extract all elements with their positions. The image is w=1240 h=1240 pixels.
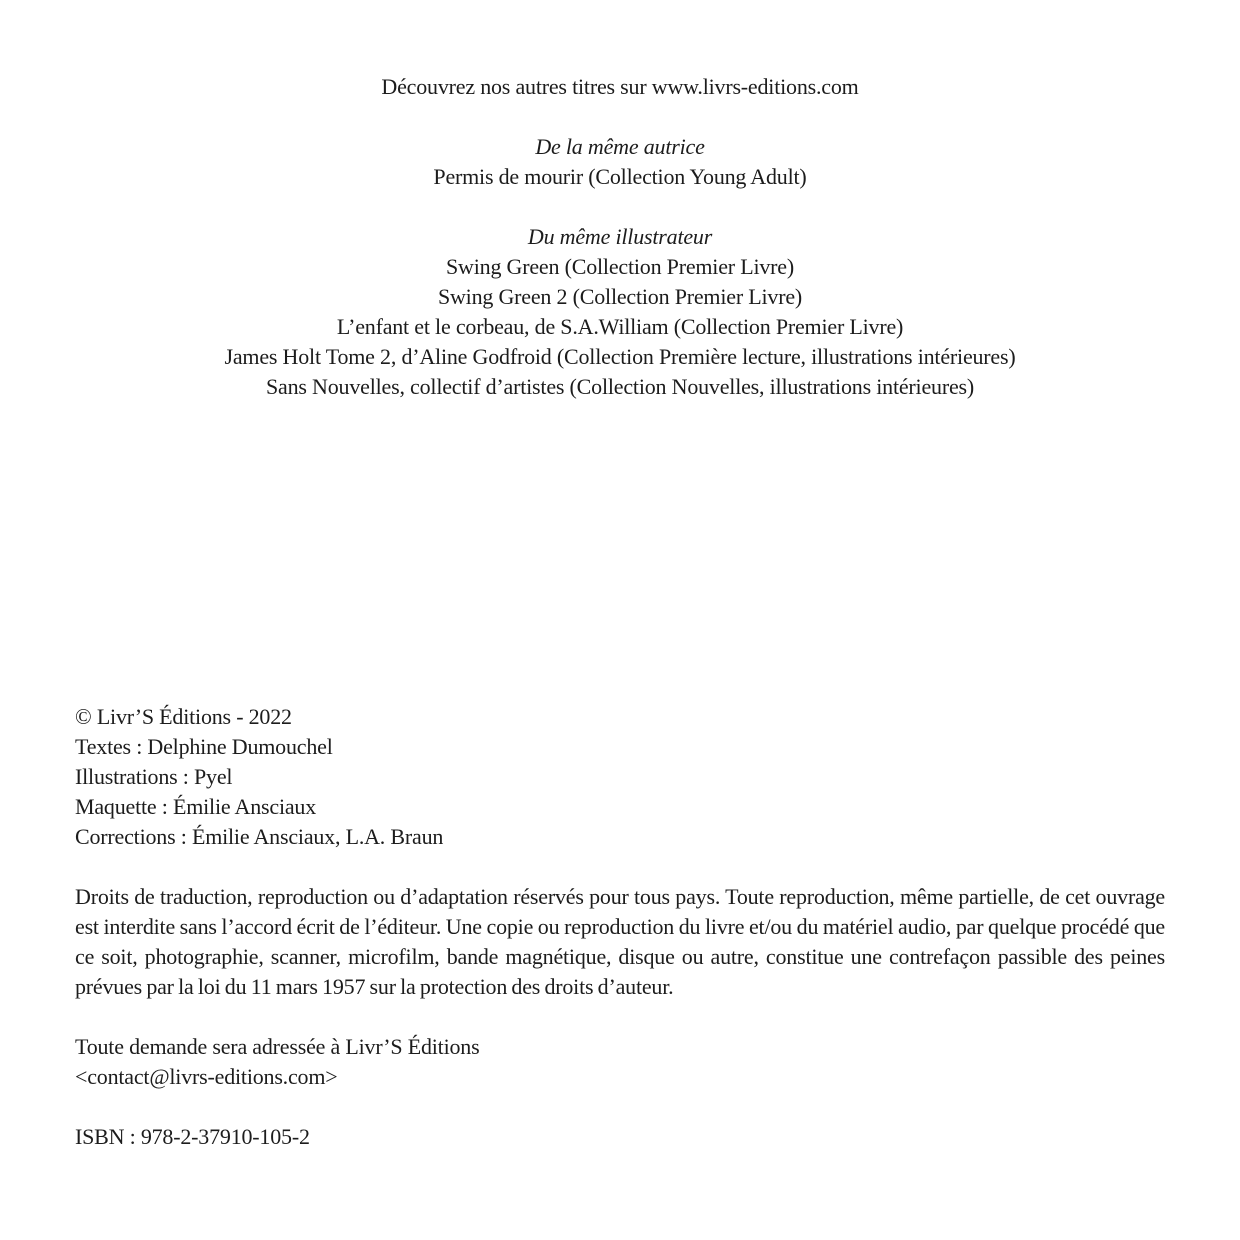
contact-section — [75, 1032, 1165, 1092]
credit-line-illustrations: Illustrations : Pyel — [75, 764, 233, 789]
illustrator-title: Swing Green (Collection Premier Livre) — [446, 254, 794, 279]
contact-request-line: Toute demande sera adressée à Livr’S Éditions — [75, 1034, 480, 1059]
credit-line-maquette: Maquette : Émilie Ansciaux — [75, 794, 317, 819]
isbn-line: ISBN : 978-2-37910-105-2 — [75, 1124, 310, 1149]
illustrator-title: Swing Green 2 (Collection Premier Livre) — [437, 284, 803, 309]
same-author-title: Permis de mourir (Collection Young Adult) — [433, 164, 807, 189]
legal-notice: Droits de traduction, reproduction ou d’adaptation réservés pour tous pays. Toute reproduction, même partielle, de cet ouvrage est interdite sans l’accord écrit de l’éditeur. Une copie ou reproduction du livre et/ou du matériel audio, par quelque procédé que ce soit, photographie, scanner, microfilm, bande magnétique, disque ou autre, constitue une contrefaçon passible des peines prévues par la loi du 11 mars 1957 sur la protection des droits d’auteur. — [75, 884, 1165, 999]
illustrator-title: James Holt Tome 2, d’Aline Godfroid (Collection Première lecture, illustrations intérieures) — [224, 344, 1016, 369]
illustrator-title: L’enfant et le corbeau, de S.A.William (Collection Premier Livre) — [336, 314, 904, 339]
same-author-heading: De la même autrice — [535, 134, 705, 159]
credit-line-corrections: Corrections : Émilie Ansciaux, L.A. Braun — [75, 824, 444, 849]
same-illustrator-heading: Du même illustrateur — [527, 224, 713, 249]
illustrator-title: Sans Nouvelles, collectif d’artistes (Collection Nouvelles, illustrations intérieures) — [265, 374, 975, 399]
promo-line: Découvrez nos autres titres sur www.livrs-editions.com — [381, 74, 859, 99]
copyright-line: © Livr’S Éditions - 2022 — [75, 704, 292, 729]
credit-line-textes: Textes : Delphine Dumouchel — [75, 734, 333, 759]
colophon-section — [75, 702, 1165, 852]
other-titles-section — [75, 72, 1165, 402]
contact-email: <contact@livrs-editions.com> — [75, 1064, 338, 1089]
